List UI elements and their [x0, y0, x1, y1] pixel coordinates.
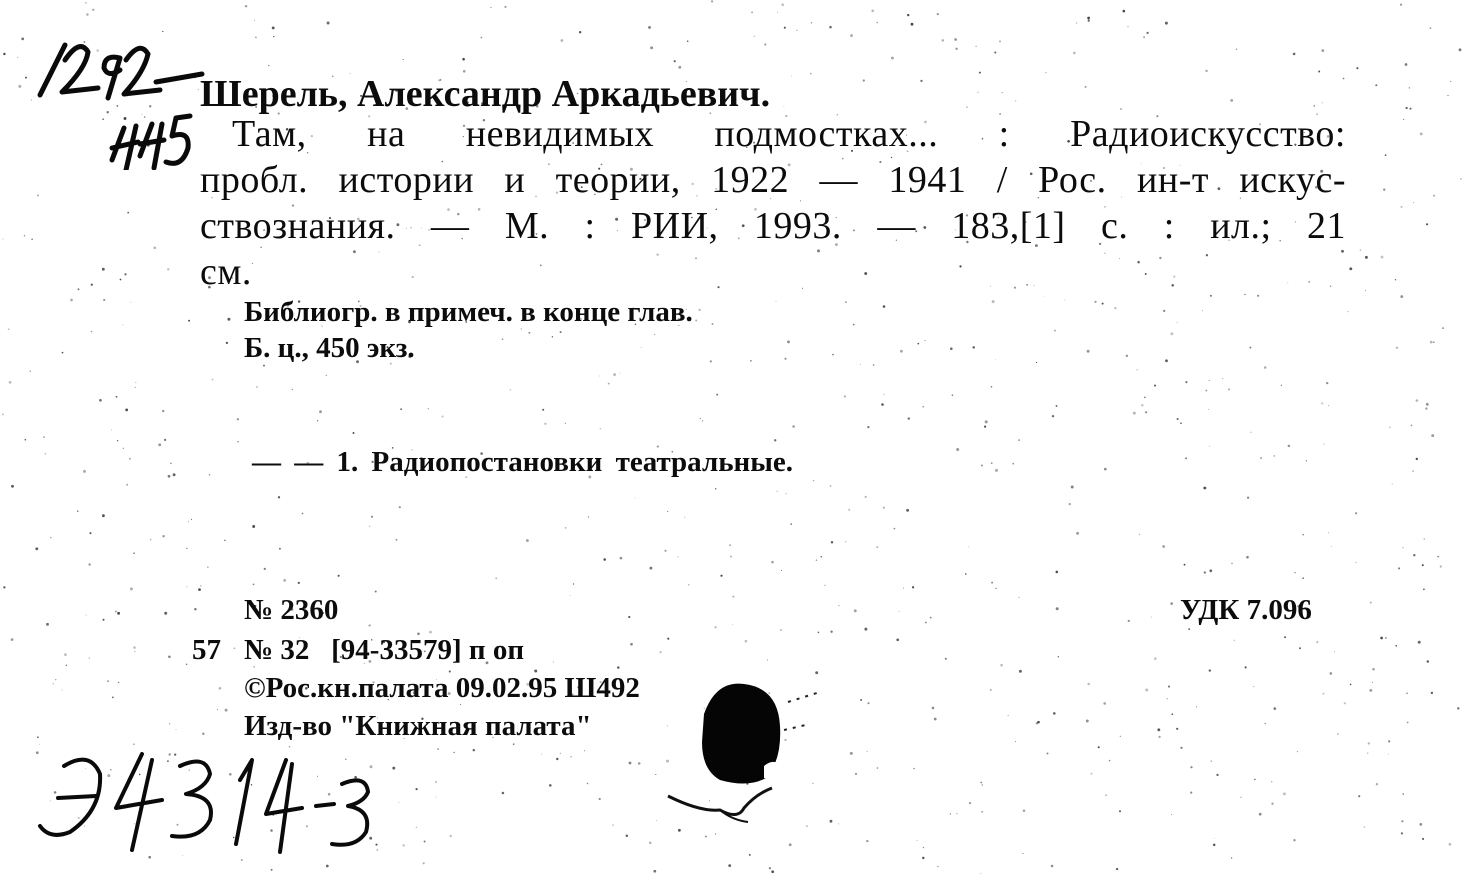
publisher-line: Изд-во "Книжная палата": [244, 710, 592, 742]
copyright-line: ©Рос.кн.палата 09.02.95 Ш492: [244, 672, 640, 704]
card-number-1: № 2360: [244, 594, 339, 626]
title-line-3: ствознания. — М. : РИИ, 1993. — 183,[1] с. : ил.; 21: [200, 205, 1346, 247]
handwritten-call-number: [20, 20, 220, 170]
title-line-1: Там, на невидимых подмостках... : Радиоискусство:: [232, 113, 1346, 155]
card-number-2-prefix: 57: [192, 634, 221, 666]
title-line-2: пробл. истории и теории, 1922 — 1941 / Рос. ин-т искус-: [200, 159, 1346, 201]
subject-heading: — — 1. Радиопостановки театральные.: [252, 446, 794, 478]
author-heading: Шерель, Александр Аркадьевич.: [200, 73, 771, 115]
bibliography-note: Библиогр. в примеч. в конце глав.: [244, 296, 693, 328]
card-number-2: № 32 [94-33579] п оп: [244, 634, 525, 666]
price-note: Б. ц., 450 экз.: [244, 332, 415, 364]
handwritten-inventory-number: [30, 740, 390, 860]
title-line-4: см.: [200, 251, 252, 293]
ink-blot: [660, 670, 840, 830]
udk-code: УДК 7.096: [1180, 594, 1312, 626]
